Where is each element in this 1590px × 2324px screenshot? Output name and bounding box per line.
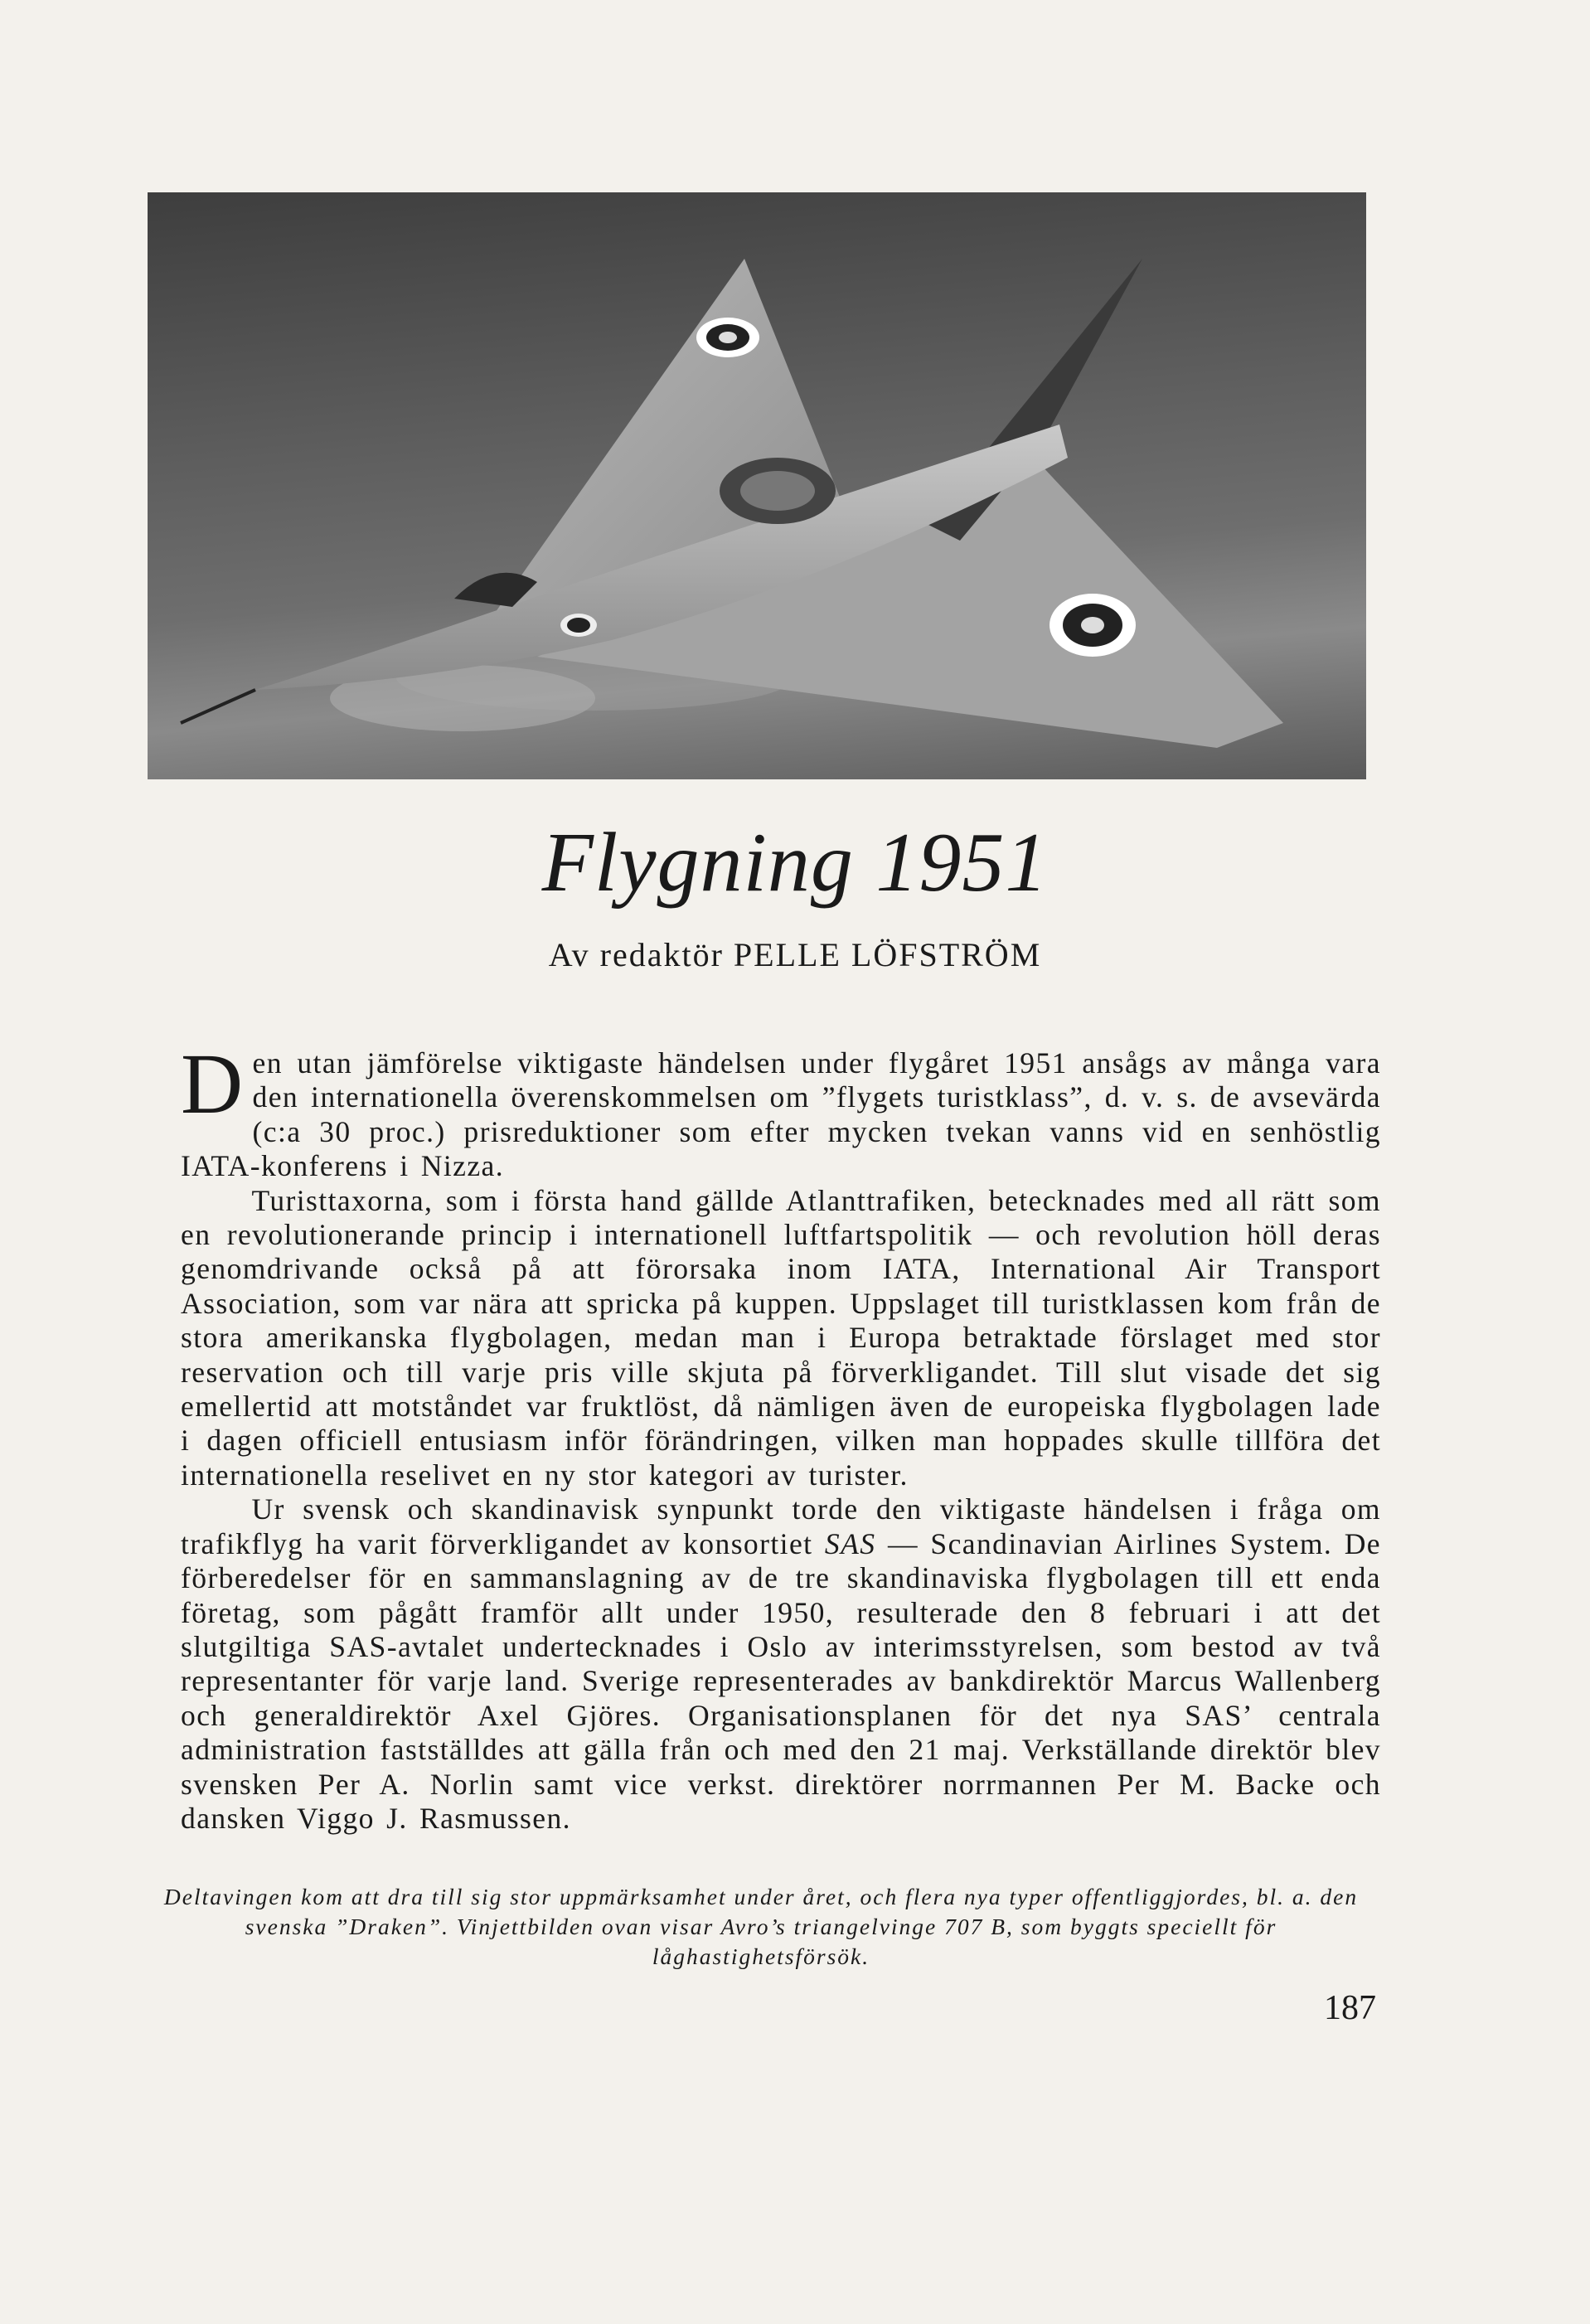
delta-wing-aircraft-photo — [148, 192, 1366, 779]
page-number: 187 — [1324, 1989, 1376, 2027]
paragraph-1 — [181, 1036, 1381, 1184]
drop-cap: D — [181, 1036, 245, 1132]
article-title: Flygning 1951 — [541, 816, 1049, 910]
paragraph-3-text-b: — Scandinavian Airlines System. De förberedelser för en sammanslagning av de tre skandinaviska flygbolagen till ett enda företag, som pågått framför allt under 1950, resulterade den 8 februari i att det slutgiltiga SAS-avtalet undertecknades i Oslo av interimsstyrelsen, som bestod av två representanter för varje land. Sverige representerades av bankdirektör Marcus Wallenberg och generaldirektör Axel Gjöres. Organisationsplanen för det nya SAS’ centrala administration fastställdes att gälla från och med den 21 maj. Verkställande direktör blev svensken Per A. Norlin samt vice verkst. direktörer norrmannen Per M. Backe och dansken Viggo J. Rasmussen. — [181, 1526, 1381, 1835]
paragraph-2: Turisttaxorna, som i första hand gällde Atlanttrafiken, betecknades med all rätt som en revolutionerande princip i internationell luftfartspolitik — och revolution höll deras genomdrivande också på att förorsaka inom IATA, International Air Transport Association, som var nära att spricka på kuppen. Uppslaget till turistklassen kom från de stora amerikanska flygbolagen, medan man i Europa betraktade förslaget med stor reservation och till varje pris ville skjuta på förverkligandet. Till slut visade det sig emellertid att motståndet var fruktlöst, då nämligen även de europeiska flygbolagen lade i dagen officiell entusiasm inför förändringen, vilken man hoppades skulle tillföra det internationella reselivet en ny stor kategori av turister. — [181, 1183, 1381, 1492]
article-byline: Av redaktör PELLE LÖFSTRÖM — [548, 936, 1042, 973]
delta-wing-aircraft-icon — [148, 192, 1366, 779]
image-caption: Deltavingen kom att dra till sig stor uppmärksamhet under året, och flera nya typer offentliggjordes, bl. a. den svenska ”Draken”. Vinjettbilden ovan visar Avro’s triangelvinge 707 B, som byggts speciellt för låghastighetsförsök. — [163, 1884, 1359, 1969]
sas-emphasis: SAS — [824, 1526, 876, 1560]
paragraph-3 — [181, 1492, 1381, 1836]
paragraph-1-text: en utan jämförelse viktigaste händelsen under flygåret 1951 ansågs av många vara den internationella överenskommelsen om ”flygets turistklass”, d. v. s. de avsevärda (c:a 30 proc.) prisreduktioner som efter mycken tvekan vanns vid en senhöstlig IATA-konferens i Nizza. — [181, 1046, 1381, 1183]
article-body — [181, 1036, 1381, 1836]
paragraph-3-text-a: Ur svensk och skandinavisk synpunkt torde den viktigaste händelsen i fråga om trafikflyg ha varit förverkligandet av konsortiet — [181, 1492, 1381, 1560]
